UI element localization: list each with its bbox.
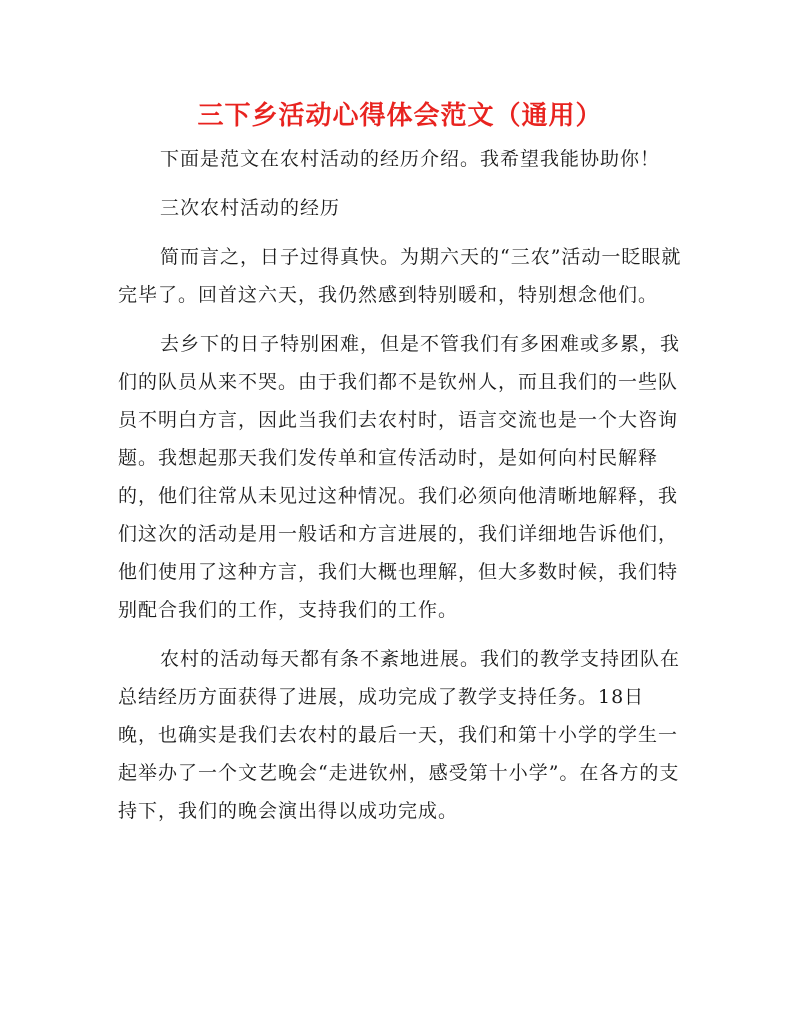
body-paragraph: 简而言之，日子过得真快。为期六天的“三农”活动一眨眼就完毕了。回首这六天，我仍然感到特别暖和，特别想念他们。 [118, 246, 682, 306]
document-title: 三下乡活动心得体会范文（通用） [197, 101, 603, 131]
document-body [118, 140, 684, 830]
intro-paragraph: 下面是范文在农村活动的经历介绍。我希望我能协助你！ [160, 148, 661, 170]
body-paragraph: 去乡下的日子特别困难，但是不管我们有多困难或多累，我们的队员从来不哭。由于我们都不是钦州人，而且我们的一些队员不明白方言，因此当我们去农村时，语言交流也是一个大咨询题。我想起那天我们发传单和宣传活动时，是如何向村民解释的，他们往常从未见过这种情况。我们必须向他清晰地解释，我们这次的活动是用一般话和方言进展的，我们详细地告诉他们，他们使用了这种方言，我们大概也理解，但大多数时候，我们特别配合我们的工作，支持我们的工作。 [118, 333, 681, 621]
body-paragraph: 农村的活动每天都有条不紊地进展。我们的教学支持团队在总结经历方面获得了进展，成功完成了教学支持任务。18日晚，也确实是我们去农村的最后一天，我们和第十小学的学生一起举办了一个文艺晚会“走进钦州，感受第十小学”。在各方的支持下，我们的晚会演出得以成功完成。 [118, 648, 681, 822]
section-heading: 三次农村活动的经历 [160, 197, 341, 219]
